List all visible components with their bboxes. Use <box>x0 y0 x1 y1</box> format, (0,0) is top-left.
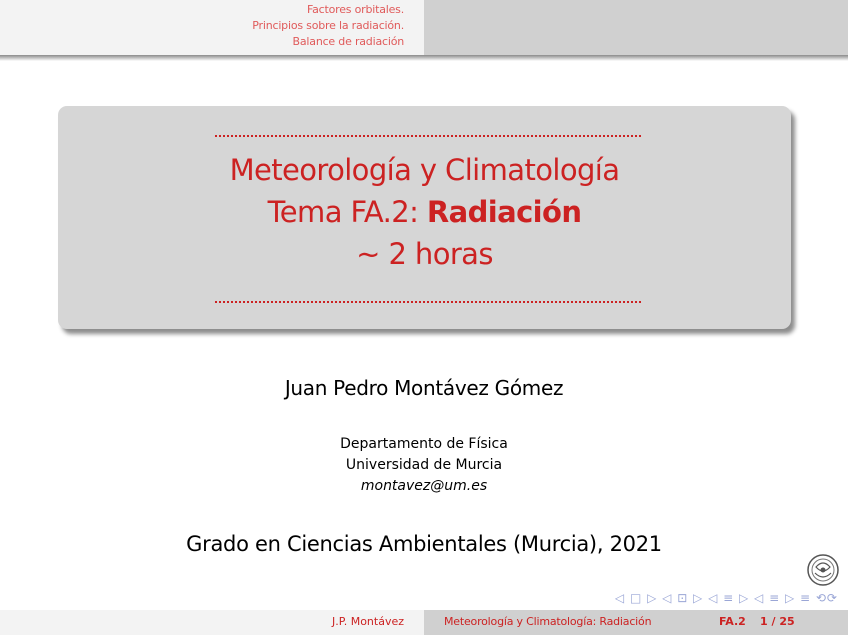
footer-right-panel <box>424 610 848 635</box>
section-navigation <box>252 2 404 50</box>
institution-block <box>0 434 848 497</box>
beamer-navigation-symbols[interactable]: ◁ □ ▷ ◁ ⊡ ▷ ◁ ≡ ▷ ◁ ≡ ▷ ≡ ⟲⟳ <box>614 591 838 605</box>
header-right-panel <box>424 0 848 55</box>
title-dotted-rule-top <box>215 135 641 137</box>
header-bar <box>0 0 848 55</box>
degree-and-year: Grado en Ciencias Ambientales (Murcia), 2021 <box>186 532 662 556</box>
topic-name: Radiación <box>426 195 582 229</box>
duration: ∼ 2 horas <box>356 237 493 271</box>
nav-item-factores-orbitales[interactable]: Factores orbitales. <box>306 3 404 16</box>
department: Departamento de Física <box>340 436 508 452</box>
author-email[interactable]: montavez@um.es <box>360 478 488 494</box>
title-box <box>58 106 791 329</box>
footer-author: J.P. Montávez <box>332 615 404 628</box>
topic-title <box>58 191 791 233</box>
topic-prefix: Tema FA.2: <box>267 195 427 229</box>
footer-left-panel <box>0 610 424 635</box>
university-seal-icon <box>806 553 840 587</box>
course-title: Meteorología y Climatología <box>229 153 620 187</box>
title-dotted-rule-bottom <box>215 301 641 303</box>
footer-presentation-title: Meteorología y Climatología: Radiación <box>444 615 652 628</box>
header-left-panel <box>0 0 424 55</box>
author-name: Juan Pedro Montávez Gómez <box>284 376 564 400</box>
nav-item-balance-radiacion[interactable]: Balance de radiación <box>292 35 404 48</box>
nav-item-principios-radiacion[interactable]: Principios sobre la radiación. <box>252 19 404 32</box>
title-block <box>58 149 791 275</box>
university: Universidad de Murcia <box>345 457 503 473</box>
footer-page-number: 1 / 25 <box>760 615 795 628</box>
header-shadow <box>0 55 848 61</box>
footer-topic-code: FA.2 <box>719 615 746 628</box>
footer-bar <box>0 610 848 635</box>
